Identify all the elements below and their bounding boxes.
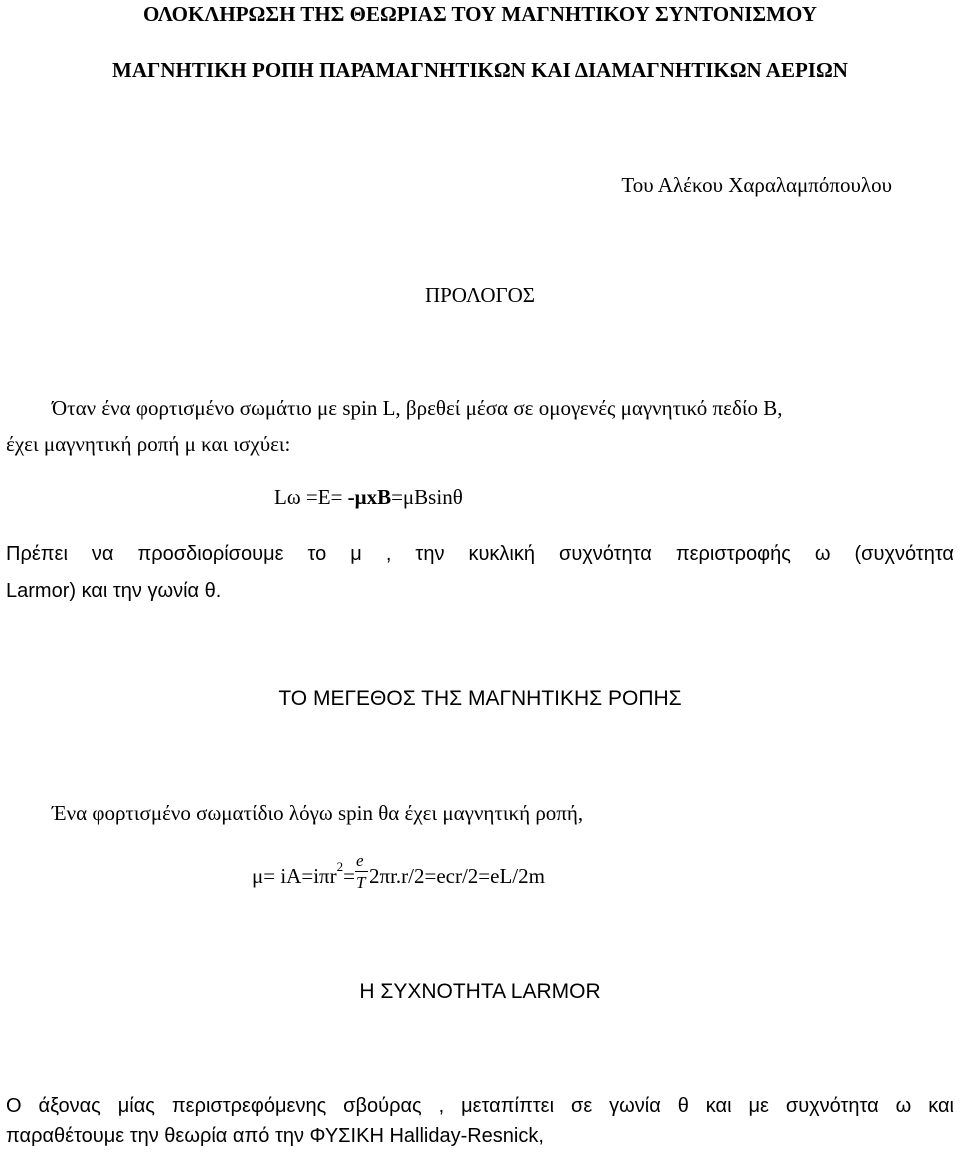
word: προσδιορίσουμε [137, 543, 284, 565]
author-line: Του Αλέκου Χαραλαμπόπουλου [621, 173, 892, 197]
word: θ [677, 1095, 689, 1117]
larmor-paragraph-line-1 [6, 1096, 954, 1116]
section-heading-larmor: Η ΣΥΧΝΟΤΗΤΑ LARMOR [359, 980, 601, 1003]
word: κυκλική [468, 543, 535, 565]
fraction-numerator: e [355, 851, 364, 870]
word: περιστροφής [675, 543, 791, 565]
equation-moment-part: μ= iA=iπr [252, 864, 337, 888]
word: σβούρας [343, 1095, 422, 1117]
prologue-paragraph-line-2: έχει μαγνητική ροπή μ και ισχύει: [6, 432, 291, 456]
equation-energy-part: Lω =E= [274, 485, 348, 509]
word: , [385, 543, 392, 565]
word: συχνότητα [559, 543, 652, 565]
fraction-bar [355, 871, 368, 872]
prologue-paragraph-line-1: Όταν ένα φορτισμένο σωμάτιο με spin L, βρεθεί μέσα σε ομογενές μαγνητικό πεδίο B, [52, 396, 783, 420]
equation-energy [274, 487, 463, 508]
section-heading-prologue: ΠΡΟΛΟΓΟΣ [424, 283, 536, 307]
equation-moment-part: 2πr.r/2=ecr/2=eL/2m [368, 864, 545, 888]
prologue-paragraph-2-line-1 [6, 544, 954, 564]
word: περιστρεφόμενης [171, 1095, 327, 1117]
word: συχνότητα [785, 1095, 879, 1117]
word: άξονας [38, 1095, 101, 1117]
word: με [748, 1095, 769, 1117]
word: να [91, 543, 114, 565]
document-title: ΟΛΟΚΛΗΡΩΣΗ ΤΗΣ ΘΕΩΡΙΑΣ ΤΟΥ ΜΑΓΝΗΤΙΚΟΥ ΣΥΝΤΟΝΙΣΜΟΥ [143, 2, 817, 26]
word: ω [895, 1095, 912, 1117]
document-subtitle: ΜΑΓΝΗΤΙΚΗ ΡΟΠΗ ΠΑΡΑΜΑΓΝΗΤΙΚΩΝ ΚΑΙ ΔΙΑΜΑΓΝΗΤΙΚΩΝ ΑΕΡΙΩΝ [112, 58, 848, 82]
equation-energy-part: =μBsinθ [391, 485, 463, 509]
word: μεταπίπτει [461, 1095, 555, 1117]
word: σε [570, 1095, 593, 1117]
word: μ [350, 543, 362, 565]
moment-paragraph: Ένα φορτισμένο σωματίδιο λόγω spin θα έχει μαγνητική ροπή, [52, 801, 584, 825]
equation-moment-part: = [343, 864, 355, 888]
word: Πρέπει [6, 543, 68, 565]
word: και [928, 1095, 954, 1117]
word: το [307, 543, 327, 565]
word: την [415, 543, 445, 565]
word: ω [814, 543, 831, 565]
fraction-denominator: T [355, 873, 366, 892]
equation-moment-exponent: 2 [336, 859, 344, 874]
word: Ο [6, 1095, 22, 1117]
word: μίας [117, 1095, 155, 1117]
word: και [705, 1095, 732, 1117]
word: (συχνότητα [854, 543, 954, 565]
word: γωνία [609, 1095, 661, 1117]
equation-moment [252, 851, 545, 892]
word: , [438, 1095, 445, 1117]
larmor-paragraph-line-2: παραθέτουμε την θεωρία από την ΦΥΣΙΚΗ Halliday-Resnick, [6, 1125, 544, 1147]
prologue-paragraph-2-line-2: Larmor) και την γωνία θ. [6, 580, 222, 602]
equation-energy-vector: -μxB [347, 485, 392, 509]
section-heading-moment: ΤΟ ΜΕΓΕΘΟΣ ΤΗΣ ΜΑΓΝΗΤΙΚΗΣ ΡΟΠΗΣ [278, 687, 682, 710]
equation-moment-fraction [355, 851, 369, 892]
